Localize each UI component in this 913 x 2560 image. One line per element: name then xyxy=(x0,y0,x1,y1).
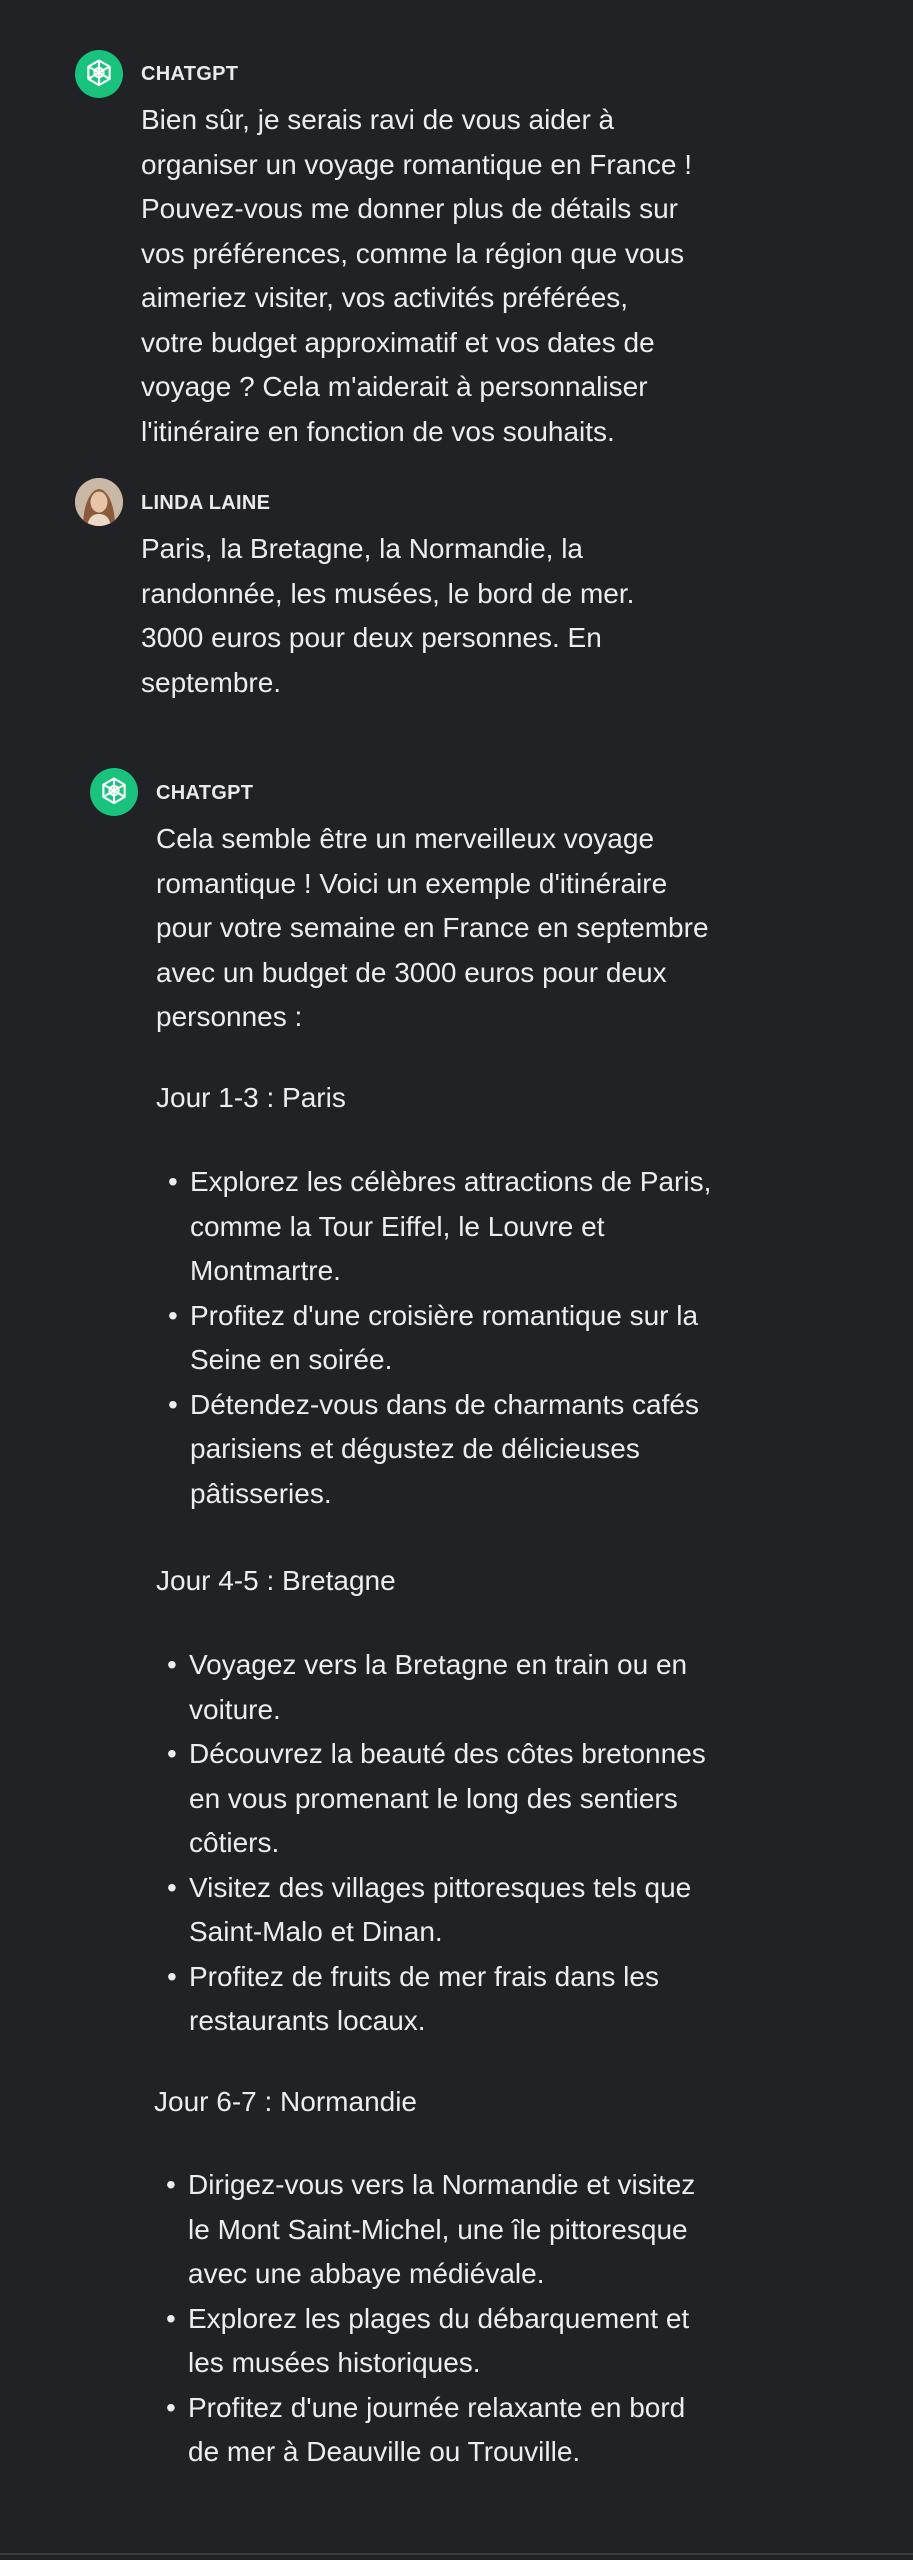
list-item: • Profitez de fruits de mer frais dans les restaurants locaux. xyxy=(167,1955,827,2044)
openai-logo-icon xyxy=(90,768,138,816)
message-author: CHATGPT xyxy=(156,782,254,804)
list-item: • Voyagez vers la Bretagne en train ou en voiture. xyxy=(167,1643,827,1732)
list-item: • Visitez des villages pittoresques tels que Saint-Malo et Dinan. xyxy=(167,1866,827,1955)
list-item: • Explorez les célèbres attractions de Paris, comme la Tour Eiffel, le Louvre et Montmartre. xyxy=(168,1160,828,1294)
list-item: • Détendez-vous dans de charmants cafés parisiens et dégustez de délicieuses pâtisseries. xyxy=(168,1383,828,1517)
list-item: • Profitez d'une croisière romantique sur la Seine en soirée. xyxy=(168,1294,828,1383)
user-avatar xyxy=(75,478,123,526)
itinerary-day-title: Jour 1-3 : Paris xyxy=(156,1082,346,1113)
itinerary-day-list xyxy=(166,2163,826,2475)
list-item: • Découvrez la beauté des côtes bretonnes en vous promenant le long des sentiers côtiers. xyxy=(167,1732,827,1866)
list-item: • Dirigez-vous vers la Normandie et visitez le Mont Saint-Michel, une île pittoresque avec une abbaye médiévale. xyxy=(166,2163,826,2297)
divider xyxy=(0,2553,913,2555)
message-author: LINDA LAINE xyxy=(141,492,271,514)
openai-logo-icon xyxy=(75,50,123,98)
message-paragraph: Bien sûr, je serais ravi de vous aider à organiser un voyage romantique en France ! Pouvez-vous me donner plus de détails sur vos préférences, comme la région que vous aimeriez visiter, vos activités préférées, votre budget approximatif et vos dates de voyage ? Cela m'aiderait à personnaliser l'itinéraire en fonction de vos souhaits. xyxy=(141,104,692,447)
message-text xyxy=(141,98,781,454)
itinerary-day-title: Jour 4-5 : Bretagne xyxy=(156,1565,396,1596)
itinerary-day-title: Jour 6-7 : Normandie xyxy=(154,2086,418,2117)
itinerary-day-list xyxy=(168,1160,828,1516)
list-item: • Profitez d'une journée relaxante en bord de mer à Deauville ou Trouville. xyxy=(166,2386,826,2475)
message-paragraph: Paris, la Bretagne, la Normandie, la randonnée, les musées, le bord de mer. 3000 euros pour deux personnes. En septembre. xyxy=(141,533,635,698)
message-text xyxy=(156,817,816,1040)
message-author: CHATGPT xyxy=(141,63,239,85)
message-text xyxy=(141,527,781,705)
itinerary-day-list xyxy=(167,1643,827,2044)
message-intro: Cela semble être un merveilleux voyage romantique ! Voici un exemple d'itinéraire pour votre semaine en France en septembre avec un budget de 3000 euros pour deux personnes : xyxy=(156,823,709,1032)
list-item: • Explorez les plages du débarquement et les musées historiques. xyxy=(166,2297,826,2386)
